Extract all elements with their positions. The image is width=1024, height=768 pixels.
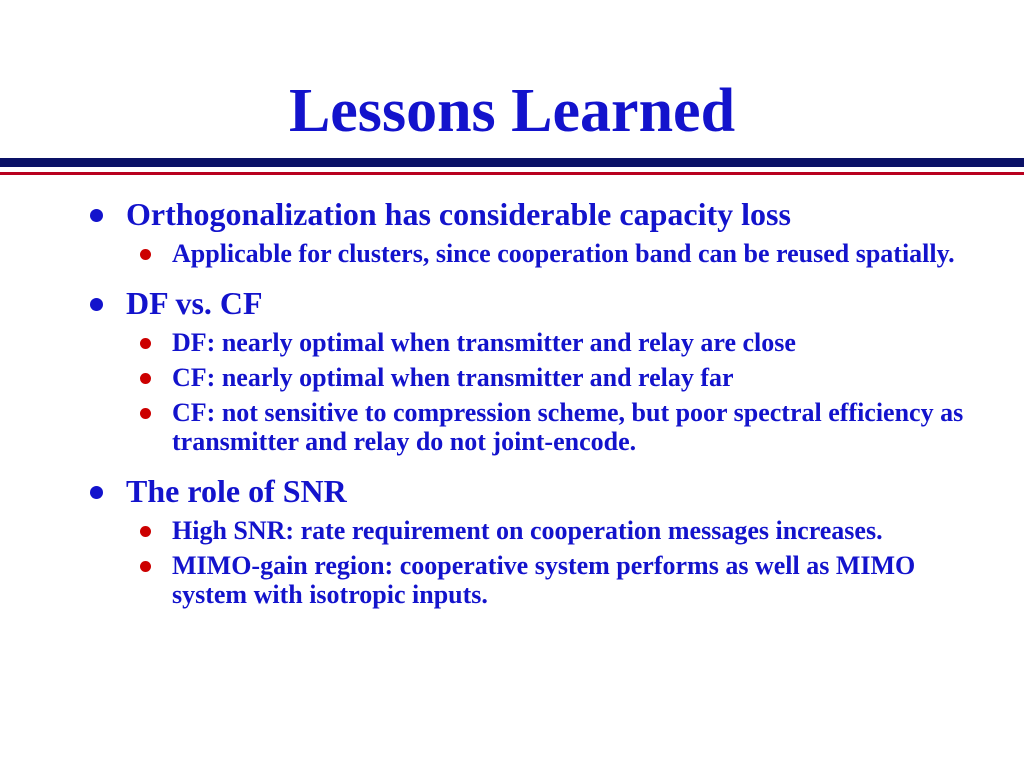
sub-bullet-dot-icon: [140, 338, 151, 349]
sub-bullet-text: DF: nearly optimal when transmitter and relay are close: [172, 328, 796, 357]
sub-bullet-text: High SNR: rate requirement on cooperation messages increases.: [172, 516, 883, 545]
sub-bullet-text: CF: nearly optimal when transmitter and relay far: [172, 363, 734, 392]
sub-bullet-dot-icon: [140, 526, 151, 537]
sub-bullet-dot-icon: [140, 561, 151, 572]
bullet-dot-icon: [90, 298, 103, 311]
bullet-dot-icon: [90, 209, 103, 222]
bullet-text: Orthogonalization has considerable capacity loss: [126, 196, 791, 232]
section-orthogonalization: [0, 195, 1024, 268]
bullet-text: The role of SNR: [126, 473, 347, 509]
title-rule-navy: [0, 158, 1024, 167]
sub-bullet-text: CF: not sensitive to compression scheme, but poor spectral efficiency as transmitter and relay do not joint-encode.: [172, 398, 964, 456]
bullet-dot-icon: [90, 486, 103, 499]
title-rule-red: [0, 172, 1024, 175]
sub-bullet-list: [0, 239, 1024, 268]
bullet-list: [0, 195, 1024, 615]
sub-bullet-item: [0, 398, 1024, 456]
sub-bullet-text: Applicable for clusters, since cooperation band can be reused spatially.: [172, 239, 955, 268]
sub-bullet-dot-icon: [140, 373, 151, 384]
sub-bullet-item: [0, 516, 1024, 545]
sub-bullet-item: [0, 363, 1024, 392]
section-role-of-snr: [0, 472, 1024, 609]
slide-title: Lessons Learned: [288, 77, 736, 145]
sub-bullet-item: [0, 551, 1024, 609]
bullet-item: [0, 472, 1024, 510]
sub-bullet-dot-icon: [140, 249, 151, 260]
bullet-item: [0, 195, 1024, 233]
sub-bullet-item: [0, 328, 1024, 357]
sub-bullet-text: MIMO-gain region: cooperative system performs as well as MIMO system with isotropic inputs.: [172, 551, 916, 609]
sub-bullet-list: [0, 328, 1024, 456]
bullet-item: [0, 284, 1024, 322]
sub-bullet-list: [0, 516, 1024, 609]
sub-bullet-item: [0, 239, 1024, 268]
bullet-text: DF vs. CF: [126, 285, 263, 321]
section-df-vs-cf: [0, 284, 1024, 456]
sub-bullet-dot-icon: [140, 408, 151, 419]
